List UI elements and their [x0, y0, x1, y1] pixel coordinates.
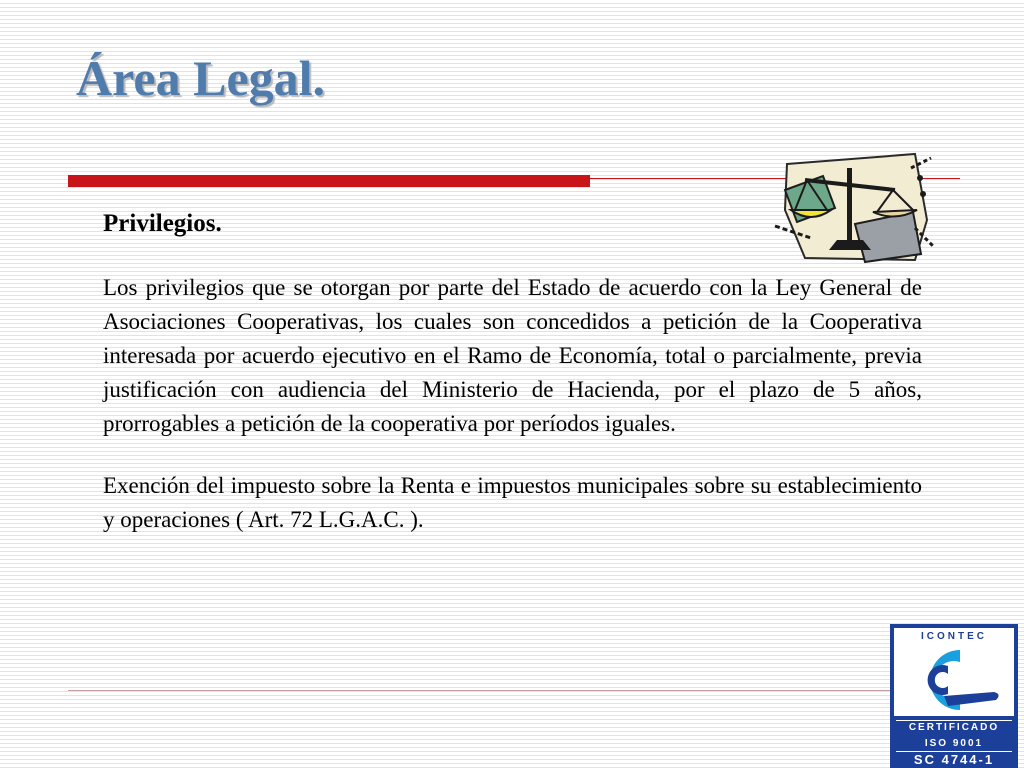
icontec-certification-badge	[890, 624, 1018, 768]
content-area	[103, 207, 922, 565]
badge-code-label: SC 4744-1	[913, 752, 995, 767]
title-divider-red	[68, 175, 590, 187]
privileges-paragraph: Los privilegios que se otorgan por parte del Estado de acuerdo con la Ley General de Asociaciones Cooperativas, los cuales son concedidos a petición de la Cooperativa interesada por acuerdo ejecutivo en el Ramo de Economía, total o parcialmente, previa justificación con audiencia del Ministerio de Hacienda, por el plazo de 5 años, prorrogables a petición de la cooperativa por períodos iguales.	[103, 275, 922, 436]
footer-divider	[68, 690, 890, 691]
slide-title: Área Legal.	[76, 50, 326, 106]
icontec-logo-icon	[904, 646, 1004, 714]
tax-exemption-paragraph: Exención del impuesto sobre la Renta e impuestos municipales sobre su establecimiento y operaciones ( Art. 72 L.G.A.C. ).	[103, 473, 922, 532]
badge-brand: ICONTEC	[921, 631, 987, 642]
section-heading: Privilegios.	[103, 210, 222, 237]
badge-standard-label: ISO 9001	[924, 738, 984, 749]
badge-separator	[896, 720, 1012, 721]
badge-certified-label: CERTIFICADO	[908, 722, 1000, 733]
